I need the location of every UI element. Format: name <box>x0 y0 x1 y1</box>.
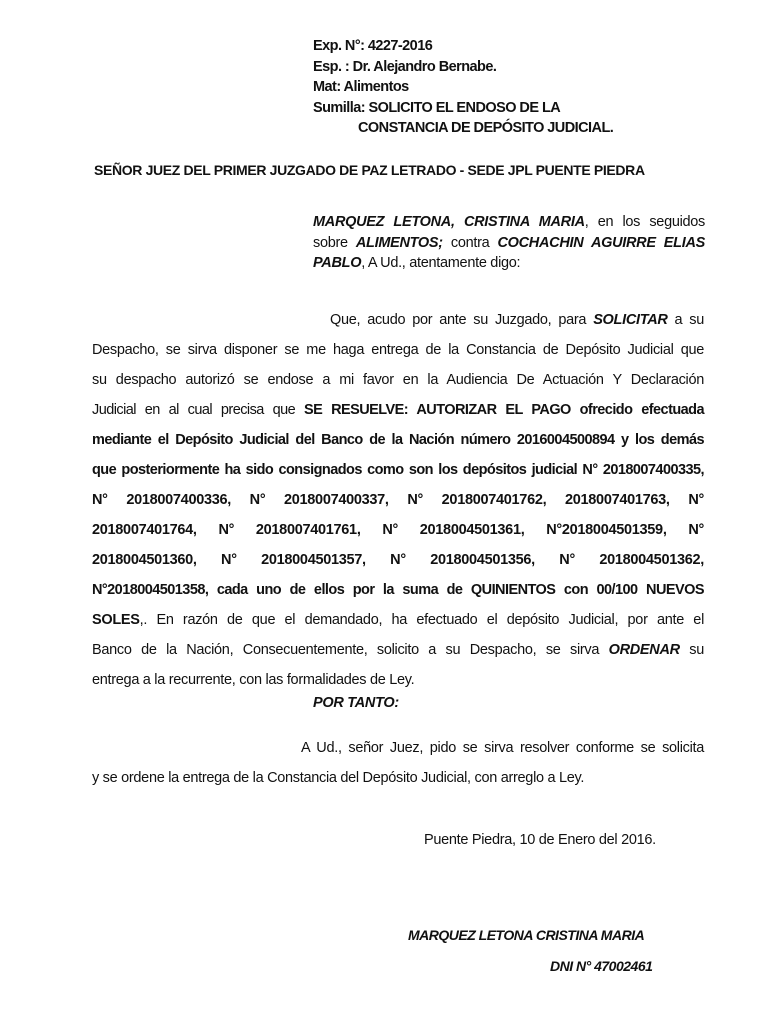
matter-label: ALIMENTOS; <box>355 234 443 251</box>
plaintiff-name: MARQUEZ LETONA, CRISTINA MARIA <box>313 214 585 230</box>
defendant-name-continued: PABLO <box>313 255 362 271</box>
case-header <box>313 36 613 139</box>
date-line: Puente Piedra, 10 de Enero del 2016. <box>424 832 656 848</box>
case-number: Exp. N°: 4227-2016 <box>313 38 433 54</box>
addressee: SEÑOR JUEZ DEL PRIMER JUZGADO DE PAZ LETRADO - SEDE JPL PUENTE PIEDRA <box>94 162 645 178</box>
ordenar-emphasis: ORDENAR <box>608 642 680 658</box>
case-summary: Sumilla: SOLICITO EL ENDOSO DE LA <box>313 99 561 116</box>
signature-dni: DNI N° 47002461 <box>550 958 653 974</box>
signature-name: MARQUEZ LETONA CRISTINA MARIA <box>408 927 645 943</box>
por-tanto-heading: POR TANTO: <box>313 695 399 711</box>
resolution-emphasis: SE RESUELVE: AUTORIZAR EL PAGO ofrecido efectuada <box>304 402 704 418</box>
defendant-name: COCHACHIN AGUIRRE ELIAS <box>497 234 705 251</box>
closing-paragraph: A Ud., señor Juez, pido se sirva resolver conforme se solicita y se ordene la entrega de la Constancia del Depósito Judicial, con arreglo a Ley. <box>92 740 704 786</box>
case-specialist: Esp. : Dr. Alejandro Bernabe. <box>313 58 497 75</box>
intro-paragraph: MARQUEZ LETONA, CRISTINA MARIA, en los seguidos sobre ALIMENTOS; contra COCHACHIN AGUIRRE ELIAS PABLO, A Ud., atentamente digo: <box>313 214 705 271</box>
body-paragraph: Que, acudo por ante su Juzgado, para SOLICITAR a su Despacho, se sirva disponer se me haga entrega de la Constancia de Depósito Judicial que su despacho autorizó se endose a mi favor en la Audiencia De Actuación Y Declaración Judicial en al cual precisa que SE RESUELVE: AUTORIZAR EL PAGO ofrecido efectuada mediante el Depósito Judicial del Banco de la Nación número 2016004500894 y los demás que posteriormente ha sido consignados como son los depósitos judicial N° 2018007400335, N° 2018007400336, N° 2018007400337, N° 2018007401762, 2018007401763, N° 2018007401764, N° 2018007401761, N° 2018004501361, N°2018004501359, N° 2018004501360, N° 2018004501357, N° 2018004501356, N° 2018004501362, N°2018004501358, cada uno de ellos por la suma de QUINIENTOS con 00/100 NUEVOS SOLES,. En razón de que el demandado, ha efectuado el depósito Judicial, por ante el Banco de la Nación, Consecuentemente, solicito a su Despacho, se sirva ORDENAR su entrega a la recurrente, con las formalidades de Ley. <box>92 312 705 688</box>
case-matter: Mat: Alimentos <box>313 79 409 95</box>
solicitar-emphasis: SOLICITAR <box>593 312 668 328</box>
case-summary-continued: CONSTANCIA DE DEPÓSITO JUDICIAL. <box>358 120 614 136</box>
